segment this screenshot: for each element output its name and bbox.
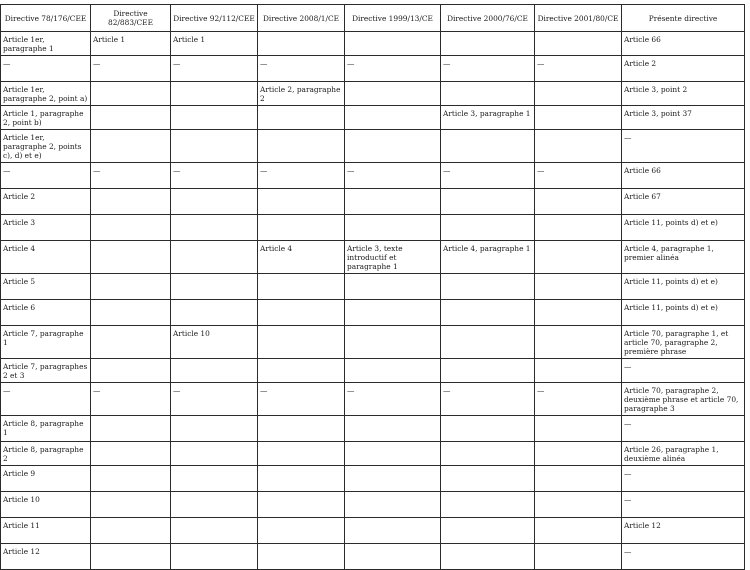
table-cell: Article 8, paragraphe 1: [1, 416, 91, 442]
correlation-table-container: [0, 4, 745, 570]
table-cell: Article 12: [1, 544, 91, 570]
table-cell: —: [171, 56, 258, 82]
table-cell: Article 4: [258, 241, 345, 274]
table-cell: [171, 215, 258, 241]
table-cell: —: [1, 163, 91, 189]
table-cell: —: [345, 163, 441, 189]
table-cell: Article 66: [622, 32, 745, 56]
table-cell: —: [622, 130, 745, 163]
table-cell: —: [91, 163, 171, 189]
table-row: [1, 241, 745, 274]
table-cell: [535, 106, 622, 130]
table-row: [1, 82, 745, 106]
table-cell: —: [441, 383, 535, 416]
table-cell: [441, 326, 535, 359]
table-row: [1, 189, 745, 215]
table-cell: Article 2, paragraphe 2: [258, 82, 345, 106]
table-cell: [535, 326, 622, 359]
table-cell: [171, 416, 258, 442]
table-cell: —: [535, 383, 622, 416]
table-cell: [345, 300, 441, 326]
table-cell: [91, 106, 171, 130]
table-cell: Article 26, paragraphe 1, deuxième alinéa: [622, 442, 745, 466]
table-cell: [535, 215, 622, 241]
table-cell: Article 9: [1, 466, 91, 492]
table-cell: [345, 359, 441, 383]
table-cell: [171, 130, 258, 163]
table-cell: Article 11: [1, 518, 91, 544]
table-cell: [345, 189, 441, 215]
table-cell: Article 5: [1, 274, 91, 300]
table-cell: [441, 189, 535, 215]
table-row: [1, 215, 745, 241]
table-cell: —: [622, 359, 745, 383]
table-cell: [91, 300, 171, 326]
table-cell: [345, 442, 441, 466]
table-row: [1, 383, 745, 416]
table-cell: [535, 518, 622, 544]
table-cell: [171, 274, 258, 300]
table-cell: [171, 189, 258, 215]
header-cell: Directive 2000/76/CE: [441, 5, 535, 32]
table-cell: —: [622, 544, 745, 570]
table-cell: [91, 359, 171, 383]
table-cell: —: [345, 383, 441, 416]
table-cell: [535, 189, 622, 215]
header-cell: Directive 2001/80/CE: [535, 5, 622, 32]
table-cell: —: [171, 383, 258, 416]
table-cell: —: [91, 383, 171, 416]
table-row: [1, 163, 745, 189]
table-cell: [535, 466, 622, 492]
table-cell: Article 3, texte introductif et paragraphe 1: [345, 241, 441, 274]
table-cell: [345, 106, 441, 130]
table-cell: [171, 82, 258, 106]
table-cell: —: [622, 416, 745, 442]
table-cell: Article 70, paragraphe 2, deuxième phrase et article 70, paragraphe 3: [622, 383, 745, 416]
table-cell: [535, 359, 622, 383]
table-cell: [535, 442, 622, 466]
table-cell: Article 2: [1, 189, 91, 215]
table-cell: Article 7, paragraphes 2 et 3: [1, 359, 91, 383]
table-cell: [171, 518, 258, 544]
table-row: [1, 544, 745, 570]
table-cell: Article 1er, paragraphe 2, point a): [1, 82, 91, 106]
table-cell: Article 1: [171, 32, 258, 56]
table-cell: —: [622, 466, 745, 492]
table-cell: [91, 442, 171, 466]
table-cell: [91, 82, 171, 106]
table-row: [1, 492, 745, 518]
table-cell: [441, 359, 535, 383]
table-cell: [535, 300, 622, 326]
table-cell: [91, 326, 171, 359]
table-row: [1, 326, 745, 359]
table-cell: —: [345, 56, 441, 82]
table-cell: [91, 241, 171, 274]
table-cell: [171, 241, 258, 274]
header-cell: Présente directive: [622, 5, 745, 32]
table-row: [1, 130, 745, 163]
table-cell: [441, 466, 535, 492]
table-cell: [535, 492, 622, 518]
table-cell: [91, 466, 171, 492]
table-cell: [345, 416, 441, 442]
header-cell: Directive 78/176/CEE: [1, 5, 91, 32]
table-cell: [535, 274, 622, 300]
table-cell: [258, 466, 345, 492]
table-cell: [258, 326, 345, 359]
table-cell: Article 70, paragraphe 1, et article 70, paragraphe 2, première phrase: [622, 326, 745, 359]
table-cell: [535, 130, 622, 163]
table-row: [1, 416, 745, 442]
table-cell: Article 1er, paragraphe 2, points c), d) et e): [1, 130, 91, 163]
table-cell: Article 11, points d) et e): [622, 300, 745, 326]
table-cell: [345, 32, 441, 56]
table-cell: —: [258, 383, 345, 416]
table-cell: [171, 359, 258, 383]
table-row: [1, 518, 745, 544]
table-cell: [345, 274, 441, 300]
table-cell: [441, 492, 535, 518]
table-cell: [258, 189, 345, 215]
table-cell: [258, 442, 345, 466]
table-cell: —: [258, 163, 345, 189]
table-cell: Article 6: [1, 300, 91, 326]
table-cell: Article 3: [1, 215, 91, 241]
table-cell: Article 11, points d) et e): [622, 215, 745, 241]
table-cell: [441, 82, 535, 106]
table-cell: —: [535, 163, 622, 189]
table-cell: Article 8, paragraphe 2: [1, 442, 91, 466]
table-cell: [441, 300, 535, 326]
table-cell: [258, 106, 345, 130]
table-cell: [345, 466, 441, 492]
table-cell: [258, 130, 345, 163]
table-cell: —: [1, 56, 91, 82]
table-cell: Article 4, paragraphe 1: [441, 241, 535, 274]
table-cell: Article 11, points d) et e): [622, 274, 745, 300]
table-cell: [91, 416, 171, 442]
table-cell: [345, 544, 441, 570]
header-cell: Directive 2008/1/CE: [258, 5, 345, 32]
table-row: [1, 106, 745, 130]
table-cell: Article 10: [1, 492, 91, 518]
table-cell: Article 1: [91, 32, 171, 56]
header-cell: Directive 82/883/CEE: [91, 5, 171, 32]
table-cell: [535, 544, 622, 570]
table-cell: [258, 492, 345, 518]
table-row: [1, 300, 745, 326]
table-cell: —: [441, 163, 535, 189]
table-cell: Article 4: [1, 241, 91, 274]
table-cell: Article 4, paragraphe 1, premier alinéa: [622, 241, 745, 274]
table-cell: [345, 82, 441, 106]
table-cell: Article 3, point 2: [622, 82, 745, 106]
table-cell: [91, 189, 171, 215]
table-cell: [441, 32, 535, 56]
table-cell: [441, 130, 535, 163]
table-cell: —: [441, 56, 535, 82]
table-cell: [258, 544, 345, 570]
table-row: [1, 32, 745, 56]
table-cell: [258, 32, 345, 56]
table-cell: [535, 241, 622, 274]
table-cell: [91, 274, 171, 300]
table-cell: [535, 32, 622, 56]
table-row: [1, 56, 745, 82]
table-cell: Article 66: [622, 163, 745, 189]
table-row: [1, 442, 745, 466]
table-cell: [441, 416, 535, 442]
table-cell: [345, 492, 441, 518]
table-cell: [345, 326, 441, 359]
table-cell: [535, 416, 622, 442]
table-cell: —: [171, 163, 258, 189]
table-cell: [171, 466, 258, 492]
table-cell: [171, 300, 258, 326]
table-cell: [171, 492, 258, 518]
table-cell: Article 3, paragraphe 1: [441, 106, 535, 130]
table-cell: Article 2: [622, 56, 745, 82]
table-cell: Article 67: [622, 189, 745, 215]
table-cell: [345, 215, 441, 241]
table-cell: —: [258, 56, 345, 82]
table-cell: [258, 300, 345, 326]
table-cell: Article 3, point 37: [622, 106, 745, 130]
table-cell: [441, 442, 535, 466]
table-cell: [91, 518, 171, 544]
table-cell: [258, 274, 345, 300]
table-cell: [441, 215, 535, 241]
table-cell: [171, 106, 258, 130]
table-cell: [441, 544, 535, 570]
table-cell: Article 12: [622, 518, 745, 544]
header-cell: Directive 92/112/CEE: [171, 5, 258, 32]
table-cell: [91, 215, 171, 241]
table-cell: —: [91, 56, 171, 82]
table-body: [1, 32, 745, 570]
correlation-table: [0, 4, 745, 570]
table-cell: —: [622, 492, 745, 518]
table-cell: [258, 359, 345, 383]
table-cell: [345, 130, 441, 163]
table-cell: [91, 492, 171, 518]
table-cell: [171, 442, 258, 466]
table-row: [1, 274, 745, 300]
table-cell: [91, 130, 171, 163]
table-cell: [441, 274, 535, 300]
table-cell: Article 10: [171, 326, 258, 359]
header-cell: Directive 1999/13/CE: [345, 5, 441, 32]
table-cell: —: [1, 383, 91, 416]
table-cell: [535, 82, 622, 106]
header-row: [1, 5, 745, 32]
table-cell: Article 1, paragraphe 2, point b): [1, 106, 91, 130]
table-cell: [171, 544, 258, 570]
table-cell: —: [535, 56, 622, 82]
table-cell: [258, 416, 345, 442]
table-cell: [91, 544, 171, 570]
table-cell: Article 7, paragraphe 1: [1, 326, 91, 359]
table-cell: [258, 215, 345, 241]
table-cell: [441, 518, 535, 544]
table-row: [1, 359, 745, 383]
table-cell: [258, 518, 345, 544]
table-cell: Article 1er, paragraphe 1: [1, 32, 91, 56]
table-cell: [345, 518, 441, 544]
table-row: [1, 466, 745, 492]
table-header: [1, 5, 745, 32]
